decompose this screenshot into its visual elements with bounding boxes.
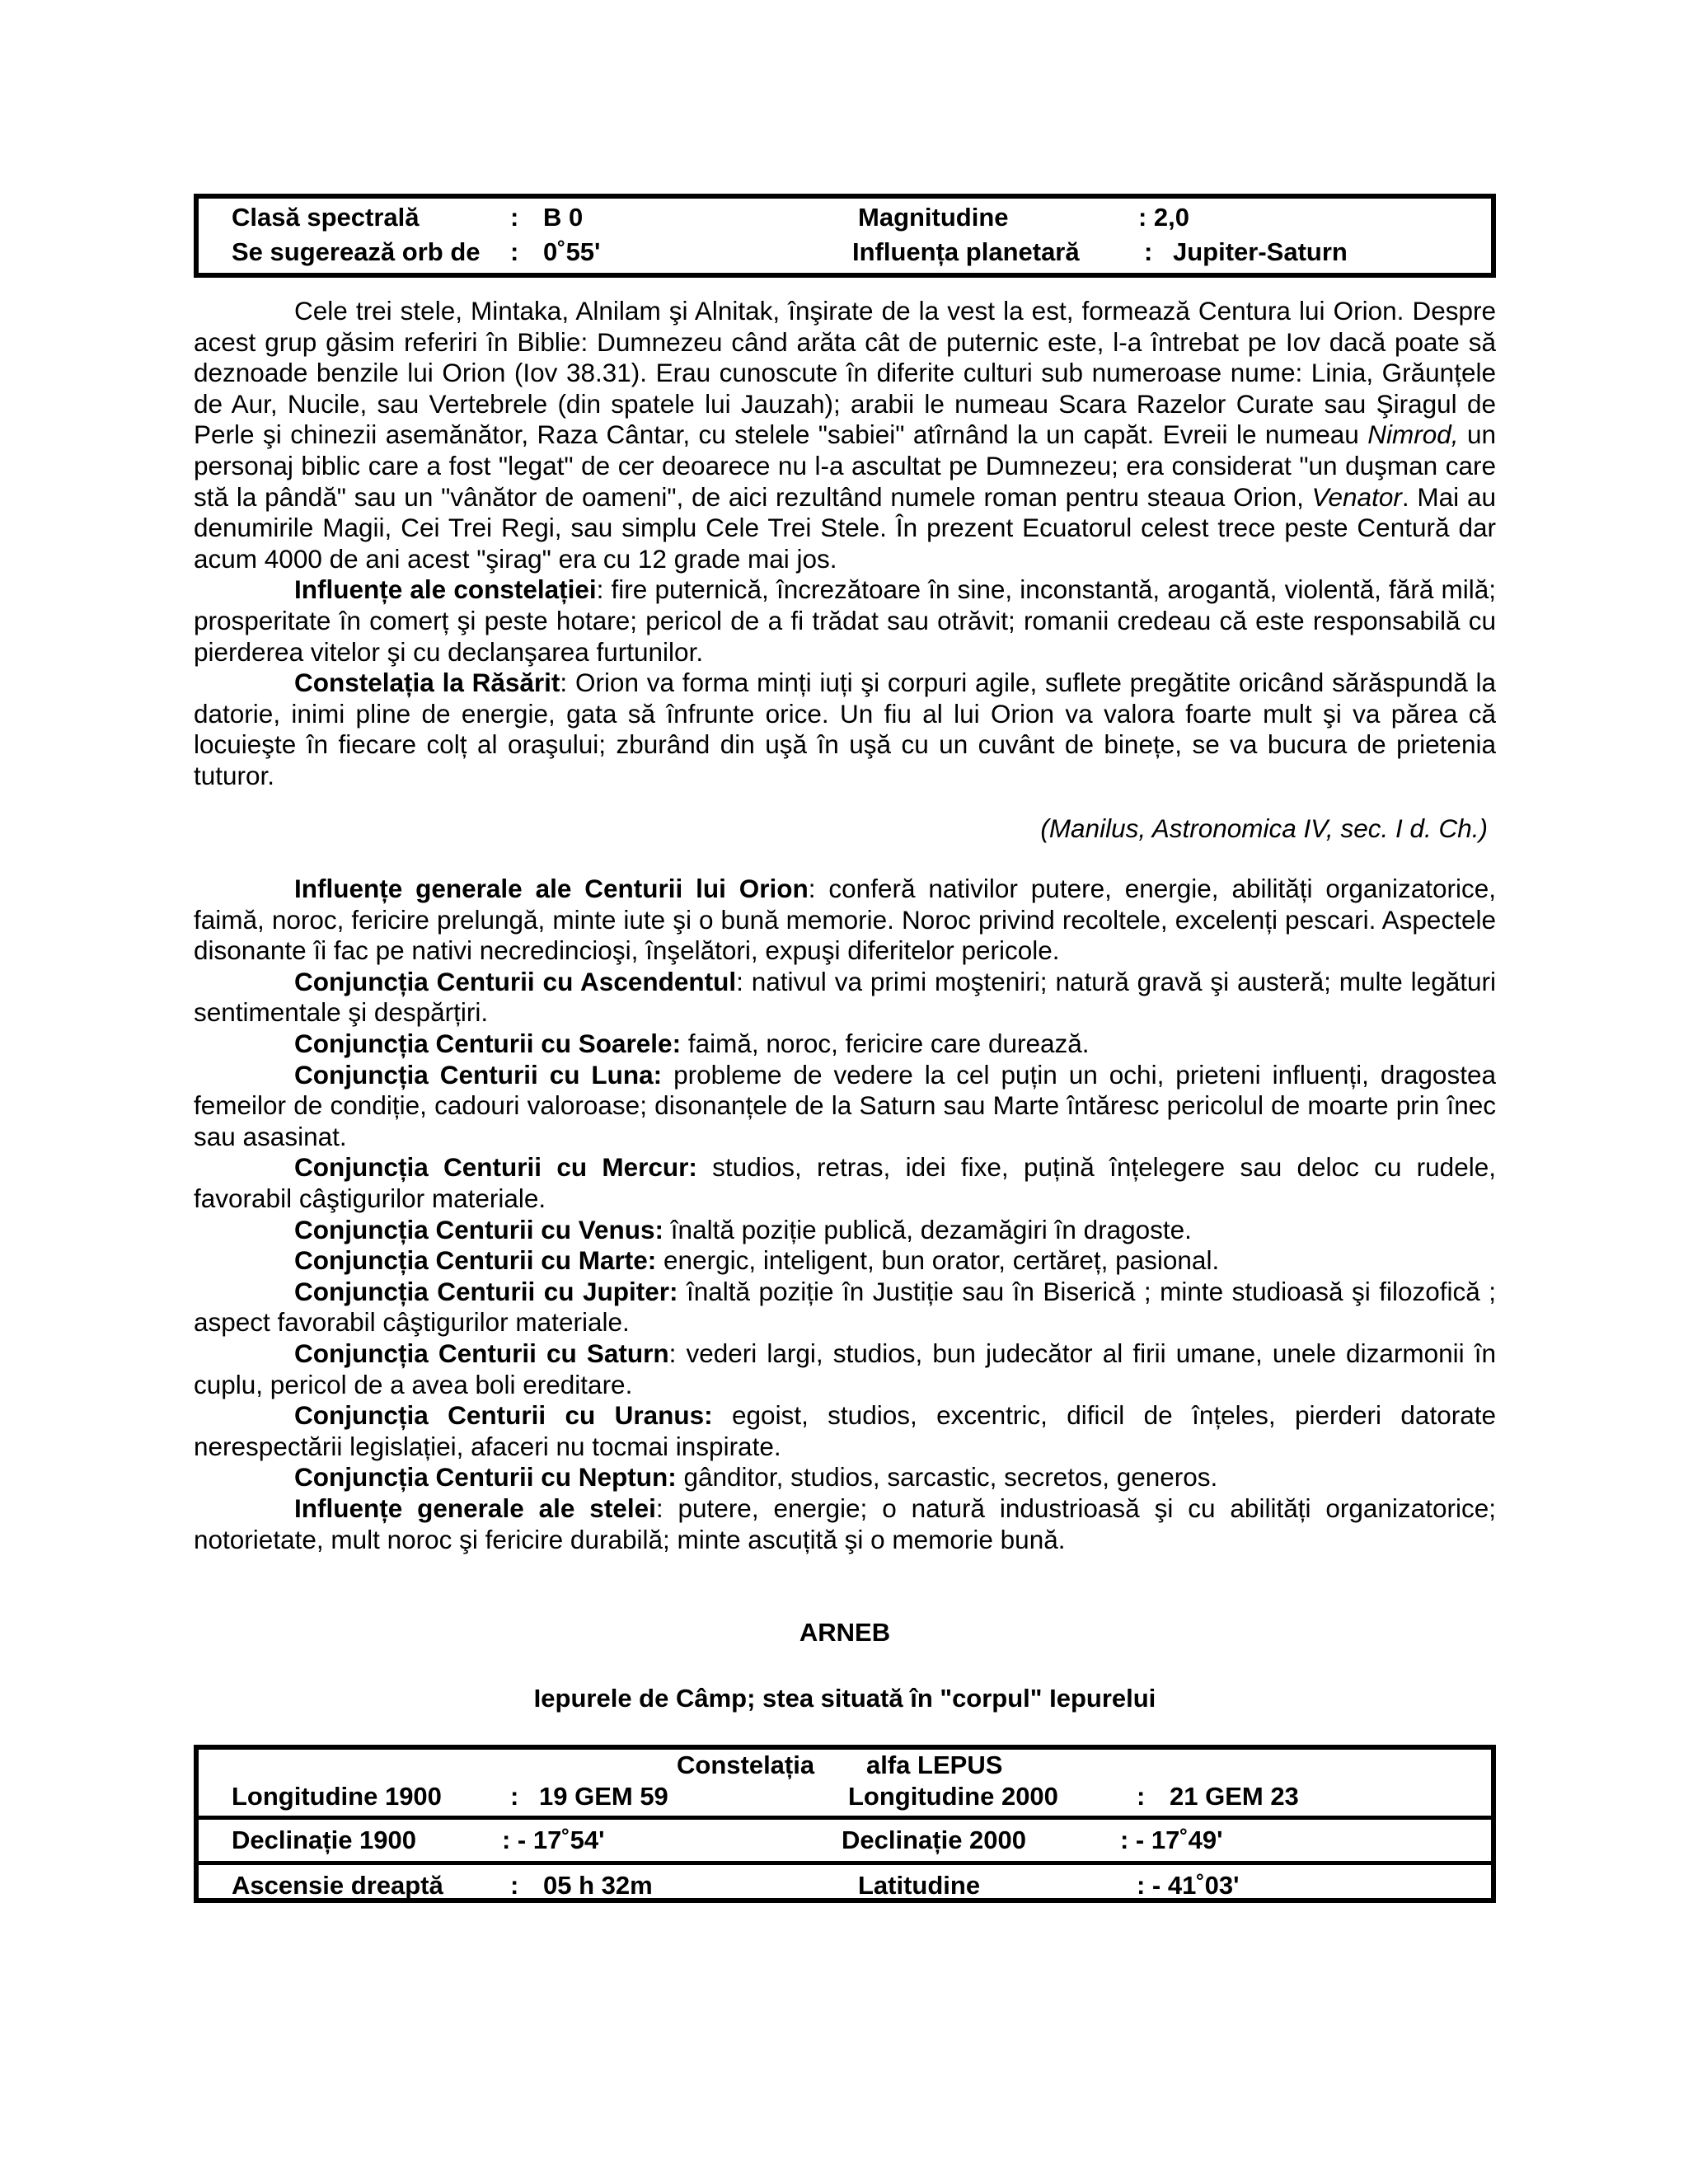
- colon: :: [1144, 237, 1153, 266]
- right-ascension-value: 05 h 32m: [543, 1871, 653, 1900]
- colon: :: [1137, 1782, 1146, 1811]
- constellation-value: alfa LEPUS: [866, 1750, 1003, 1780]
- paragraph-item: Conjuncția Centurii cu Uranus: egoist, studios, excentric, dificil de înțeles, pierderi datorate nerespectării legislației, afaceri nu tocmai inspirate.: [194, 1400, 1496, 1461]
- body-section-1: [194, 296, 1496, 792]
- planetary-influence-label: Influența planetară: [852, 237, 1080, 266]
- declination-2000-label: Declinație 2000: [842, 1825, 1027, 1855]
- spectral-class-value: B 0: [543, 203, 584, 232]
- spectral-class-label: Clasă spectrală: [232, 203, 420, 232]
- orb-label: Se sugerează orb de: [232, 237, 481, 266]
- planetary-influence-value: Jupiter-Saturn: [1173, 237, 1348, 266]
- paragraph-item: Conjuncția Centurii cu Mercur: studios, retras, idei fixe, puțină înțelegere sau deloc cu rudele, favorabil câştigurilor materiale.: [194, 1152, 1496, 1214]
- right-ascension-label: Ascensie dreaptă: [232, 1871, 443, 1900]
- paragraph-item: Constelația la Răsărit: Orion va forma minți iuți şi corpuri agile, suflete pregătite oricând sărăspundă la datorie, inimi pline de energie, gata să înfrunte orice. Un fiu al lui Orion va valora foarte mult şi va părea că locuieşte în fiecare colț al oraşului; zburând din uşă în uşă cu un cuvânt de binețe, se va bucura de prietenia tuturor.: [194, 668, 1497, 790]
- colon: :: [510, 203, 519, 232]
- star-data-table: [194, 194, 1496, 278]
- declination-1900-label: Declinație 1900: [232, 1825, 417, 1855]
- intro-paragraph: Cele trei stele, Mintaka, Alnilam şi Alnitak, înşirate de la vest la est, formează Centura lui Orion. Despre acest grup găsim referiri în Biblie: Dumnezeu când arăta cât de puternic este, l-a întrebat pe Iov dacă poate să deznoade benzile lui Orion (Iov 38.31). Erau cunoscute în diferite culturi sub numeroase nume: Linia, Grăunțele de Aur, Nucile, sau Vertebrele (din spatele lui Jauzah); arabii le numeau Scara Razelor Curate sau Şiragul de Perle şi chinezii asemănător, Raza Cântar, cu stelele "sabiei" atîrnând la un capăt. Evreii le numeau Nimrod, un personaj biblic care a fost "legat" de cer deoarece nu l-a ascultat pe Dumnezeu; era considerat "un duşman care stă la pândă" sau un "vânător de oameni", de aici rezultând numele roman pentru steaua Orion, Venator. Mai au denumirile Magii, Cei Trei Regi, sau simplu Cele Trei Stele. În prezent Ecuatorul celest trece peste Centură dar acum 4000 de ani acest "şirag" era cu 12 grade mai jos.: [194, 296, 1496, 574]
- table-row: [199, 1865, 1491, 1906]
- magnitude-label: Magnitudine: [858, 203, 1009, 232]
- star-title: ARNEB: [799, 1618, 891, 1647]
- paragraph-item: Conjuncția Centurii cu Neptun: gânditor, studios, sarcastic, secretos, generos.: [294, 1462, 1218, 1493]
- longitude-1900-label: Longitudine 1900: [232, 1782, 442, 1811]
- paragraph-item: Conjuncția Centurii cu Soarele: faimă, noroc, fericire care durează.: [294, 1029, 1090, 1059]
- paragraph-item: Conjuncția Centurii cu Jupiter: înaltă poziție în Justiție sau în Biserică ; minte studioasă şi filozofică ; aspect favorabil câştigurilor materiale.: [194, 1276, 1496, 1338]
- paragraph-item: Influențe generale ale Centurii lui Orion: conferă nativilor putere, energie, abilități organizatorice, faimă, noroc, fericire prelungă, minte iute şi o bună memorie. Noroc privind recoltele, excelenți pescari. Aspectele disonante îi fac pe nativi necredincioşi, înşelători, expuşi diferitelor pericole.: [194, 874, 1496, 966]
- constellation-label: Constelația: [677, 1750, 815, 1780]
- longitude-2000-value: 21 GEM 23: [1170, 1782, 1299, 1811]
- paragraph-item: Conjuncția Centurii cu Marte: energic, inteligent, bun orator, certăreț, pasional.: [294, 1245, 1220, 1276]
- colon: :: [510, 1871, 519, 1900]
- body-section-2: [194, 874, 1496, 1555]
- declination-1900-value: : - 17˚54ʹ: [502, 1825, 605, 1855]
- table-row: [199, 1820, 1491, 1865]
- paragraph-item: Conjuncția Centurii cu Venus: înaltă poziție publică, dezamăgiri în dragoste.: [294, 1214, 1192, 1244]
- orb-value: 0˚55ʹ: [543, 237, 601, 266]
- arneb-data-table: [194, 1745, 1496, 1903]
- document-page: [194, 194, 1496, 1903]
- latitude-value: : - 41˚03ʹ: [1137, 1871, 1240, 1900]
- nimrod-term: Nimrod,: [1367, 419, 1459, 450]
- paragraph-item: Conjuncția Centurii cu Ascendentul: nativul va primi moşteniri; natură gravă şi austeră; multe legături sentimentale şi despărțiri.: [194, 966, 1496, 1028]
- paragraph-item: Influențe ale constelației: fire puternică, încrezătoare în sine, inconstantă, arogantă, violentă, fără milă; prosperitate în comerț şi peste hotare; pericol de a fi trădat sau otrăvit; romanii credeau că este responsabilă cu pierderea vitelor şi cu declanşarea furtunilor.: [194, 574, 1496, 667]
- declination-2000-value: : - 17˚49ʹ: [1120, 1825, 1223, 1855]
- paragraph-item: Conjuncția Centurii cu Saturn: vederi largi, studios, bun judecător al firii umane, unele dizarmonii în cuplu, pericol de a avea boli ereditare.: [194, 1338, 1496, 1399]
- paragraph-item: Influențe generale ale stelei: putere, energie; o natură industrioasă şi cu abilități organizatorice; notorietate, mult noroc şi fericire durabilă; minte ascuțită şi o memorie bună.: [194, 1493, 1496, 1554]
- latitude-label: Latitudine: [858, 1871, 981, 1900]
- paragraph-item: Conjuncția Centurii cu Luna: probleme de vedere la cel puțin un ochi, prieteni influenți, dragostea femeilor de condiție, cadouri valoroase; disonanțele de la Saturn sau Marte întăresc pericolul de moarte prin înec sau asasinat.: [194, 1059, 1496, 1151]
- star-subtitle: Iepurele de Câmp; stea situată în "corpul" Iepurelui: [533, 1684, 1156, 1713]
- longitude-2000-label: Longitudine 2000: [848, 1782, 1058, 1811]
- citation: (Manilus, Astronomica IV, sec. I d. Ch.): [1040, 813, 1488, 843]
- magnitude-value: : 2,0: [1138, 203, 1190, 232]
- longitude-1900-value: 19 GEM 59: [539, 1782, 668, 1811]
- venator-term: Venator: [1311, 481, 1402, 512]
- table-row: [199, 1750, 1491, 1820]
- colon: :: [510, 237, 519, 266]
- colon: :: [510, 1782, 519, 1811]
